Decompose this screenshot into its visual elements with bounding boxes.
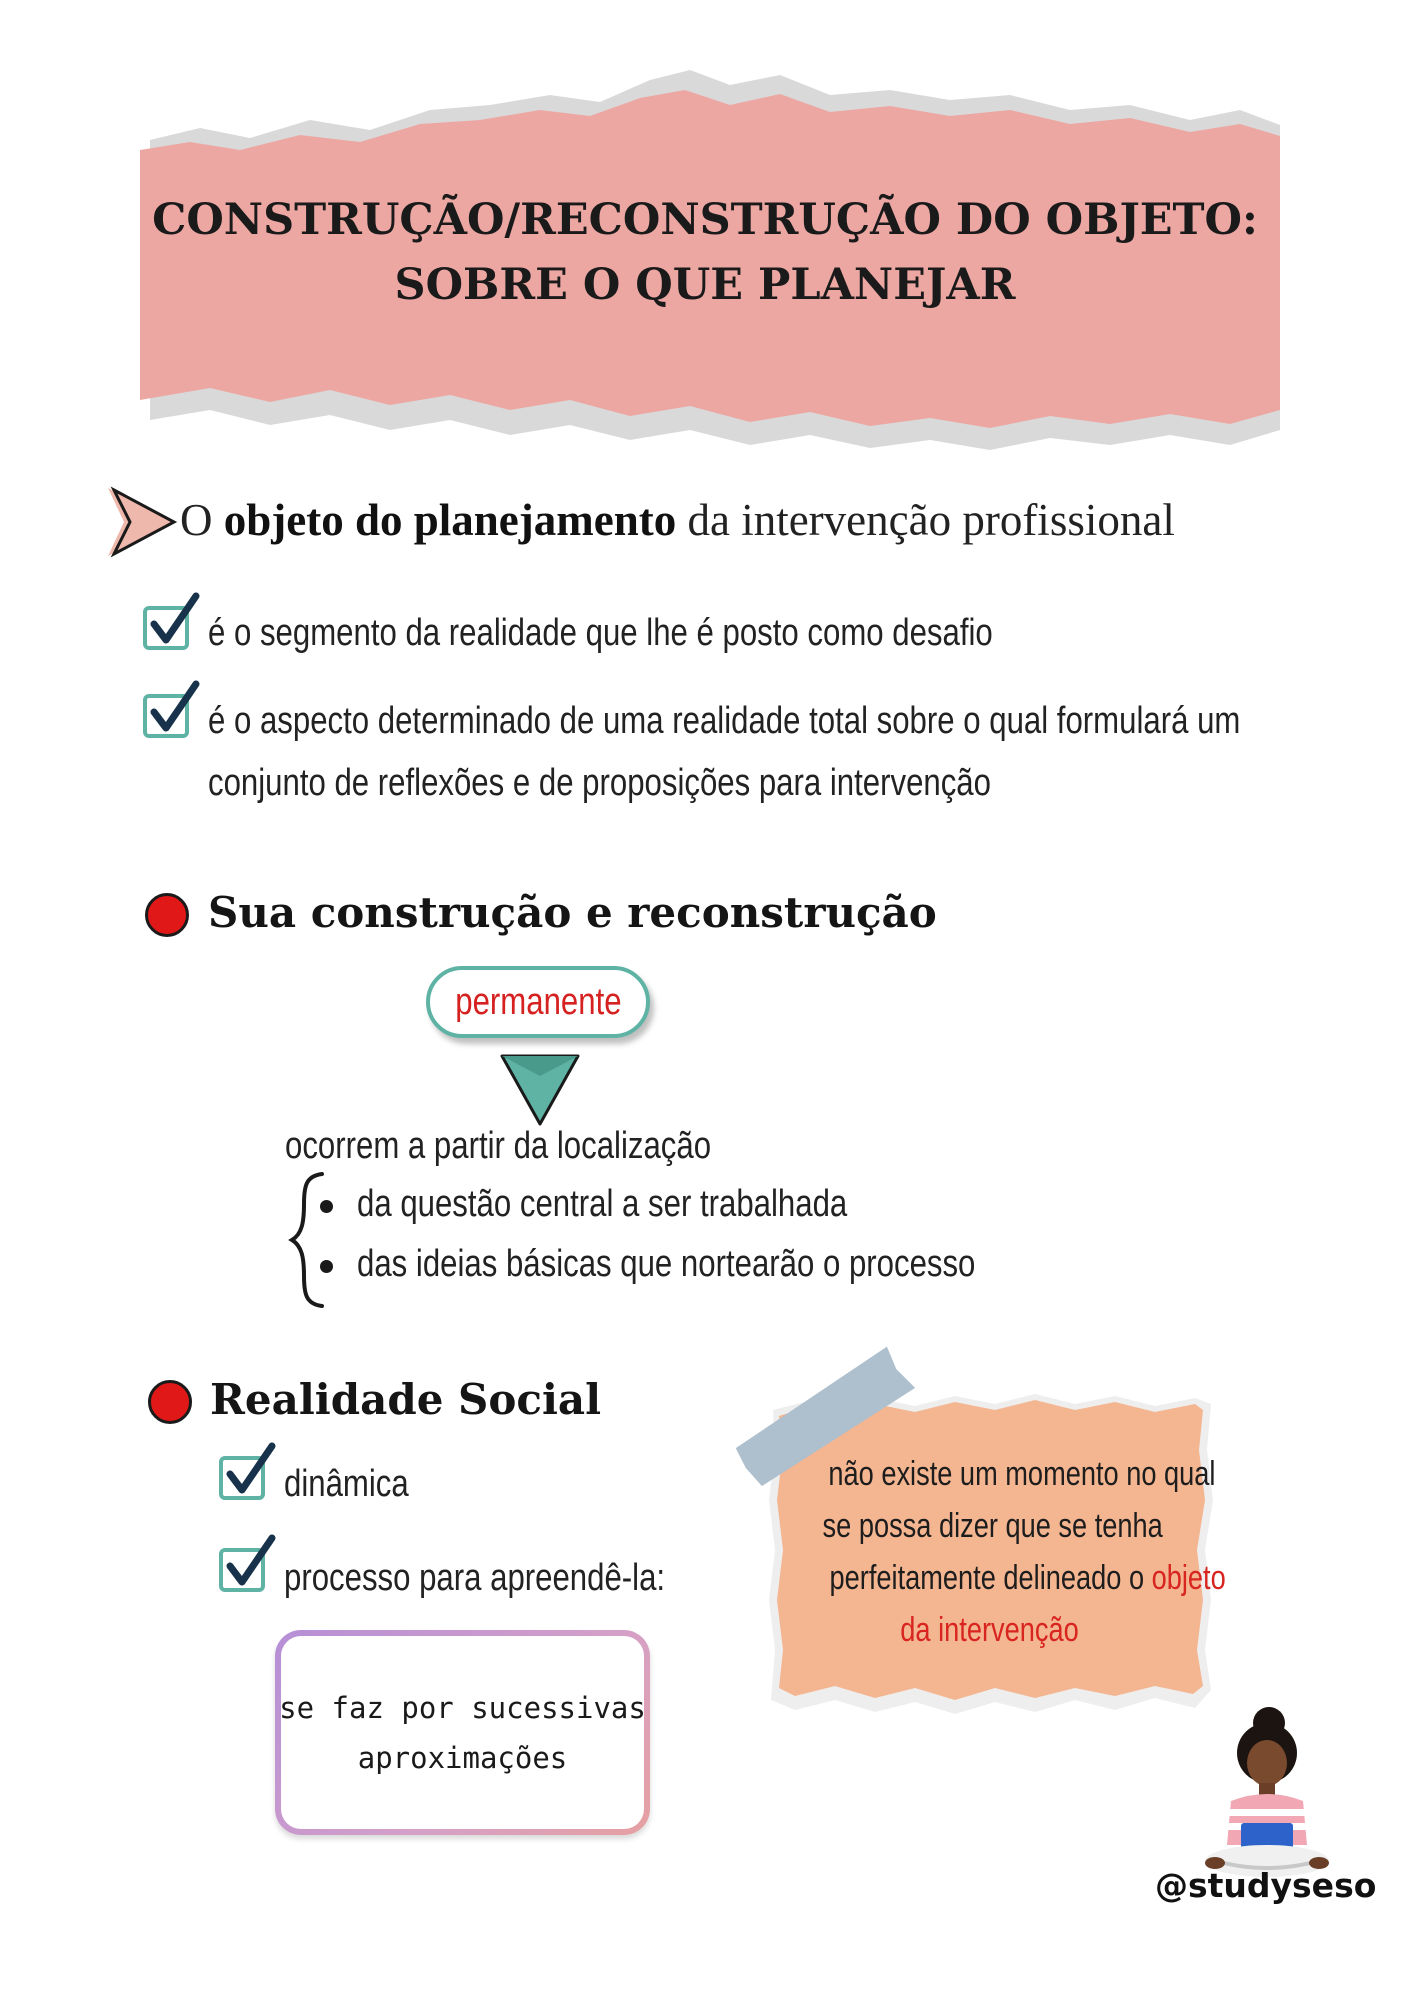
section-title-construction: Sua construção e reconstrução <box>208 888 937 937</box>
checkbox-checked-icon <box>142 592 200 652</box>
note-line-2-text: se possa dizer que se tenha <box>822 1507 1163 1545</box>
note-line-2 <box>780 1507 1200 1546</box>
intro-prefix: O <box>180 495 224 545</box>
approximations-line-2: aproximações <box>357 1740 568 1775</box>
intro-sentence <box>180 494 1175 546</box>
reality-item-2: processo para apreendê-la: <box>284 1557 666 1599</box>
reality-item-1: dinâmica <box>284 1463 409 1505</box>
page-title-line-1: CONSTRUÇÃO/RECONSTRUÇÃO DO OBJETO: <box>152 195 1258 245</box>
approximations-box <box>275 1630 650 1835</box>
approximations-box-inner <box>281 1636 644 1829</box>
approximations-line-1: se faz por sucessivas <box>279 1690 646 1725</box>
note-line-3-prefix: perfeitamente delineado o <box>829 1559 1152 1597</box>
curly-brace-icon <box>288 1170 328 1310</box>
checkbox-checked-icon <box>218 1442 276 1502</box>
object-item-1: é o segmento da realidade que lhe é posto como desafio <box>208 612 993 654</box>
permanente-label: permanente <box>454 980 622 1023</box>
construction-bullet-1: da questão central a ser trabalhada <box>357 1183 848 1225</box>
note-line-1-text: não existe um momento no qual <box>828 1455 1216 1493</box>
permanente-pill <box>426 966 650 1038</box>
object-item-2-line-1: é o aspecto determinado de uma realidade total sobre o qual formulará um <box>208 700 1241 742</box>
object-item-2-line-2: conjunto de reflexões e de proposições para intervenção <box>208 762 991 804</box>
checkbox-checked-icon <box>218 1534 276 1594</box>
bullet-dot <box>320 1200 333 1213</box>
note-line-4-highlight: da intervenção <box>900 1611 1080 1649</box>
construction-bullet-2: das ideias básicas que nortearão o processo <box>357 1243 976 1285</box>
bullet-dot <box>320 1260 333 1273</box>
note-line-1 <box>780 1455 1216 1494</box>
down-arrow-icon <box>498 1050 582 1128</box>
page-title-line-2: SOBRE O QUE PLANEJAR <box>394 260 1016 310</box>
red-dot-icon <box>145 893 189 937</box>
intro-suffix: da intervenção profissional <box>676 495 1175 545</box>
title-banner <box>130 50 1290 460</box>
note-line-4 <box>780 1611 1200 1650</box>
intro-bold-term: objeto do planejamento <box>223 495 677 545</box>
note-line-3 <box>780 1559 1226 1598</box>
checkbox-checked-icon <box>142 680 200 740</box>
construction-lead: ocorrem a partir da localização <box>285 1125 712 1167</box>
red-dot-icon <box>148 1380 192 1424</box>
arrow-bullet-icon <box>100 482 180 562</box>
section-title-reality: Realidade Social <box>210 1375 602 1424</box>
author-handle: @studyseso <box>1155 1866 1377 1905</box>
student-avatar-illustration <box>1195 1705 1335 1885</box>
note-line-3-highlight: objeto <box>1151 1559 1226 1597</box>
